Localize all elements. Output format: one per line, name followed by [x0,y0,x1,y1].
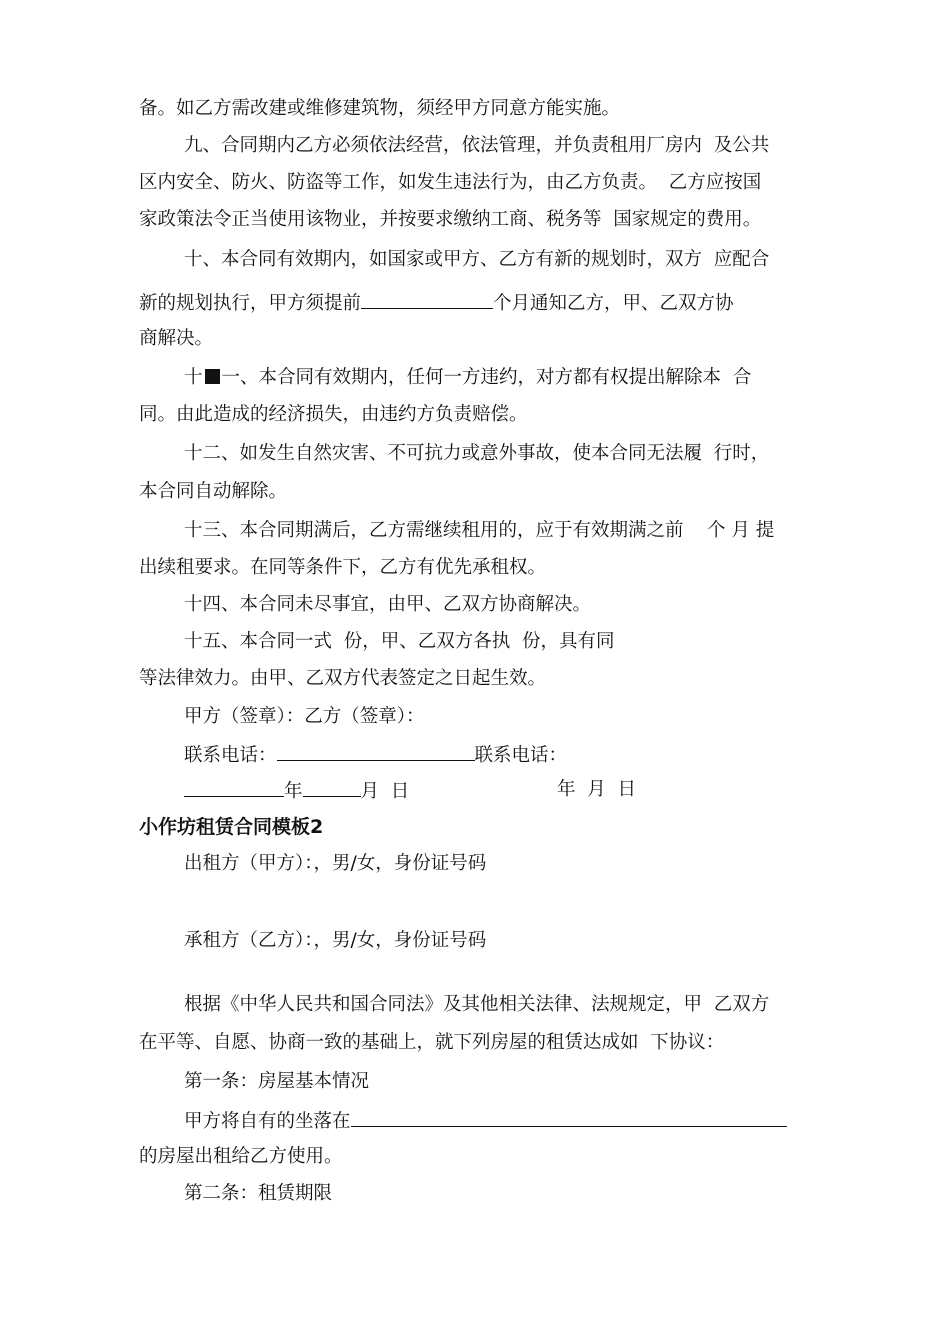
article-1-text: 甲方将自有的坐落在 [184,1111,351,1132]
clause-10-line-3: 商解决。 [139,328,214,349]
black-square-icon [205,369,220,384]
phone-blank [277,742,475,761]
date-line-left [184,778,409,804]
clause-11-line-2: 同。由此造成的经济损失，由违约方负责赔偿。 [139,404,528,425]
lessor-line: 出租方（甲方）：，男/女，身份证号码 [184,853,487,874]
section-title: 小作坊租赁合同模板2 [139,816,324,838]
phone-line [184,742,567,768]
clause-13-line-2: 出续租要求。在同等条件下，乙方有优先承租权。 [139,557,547,578]
phone-label-b: 联系电话： [474,745,568,766]
article-1-heading: 第一条：房屋基本情况 [184,1071,370,1092]
phone-label-a: 联系电话： [184,745,277,766]
clause-11-text: 一、本合同有效期内，任何一方违约，对方都有权提出解除本 合 [221,367,752,388]
clause-14: 十四、本合同未尽事宜，由甲、乙双方协商解决。 [184,594,592,615]
clause-12-line-1: 十二、如发生自然灾害、不可抗力或意外事故，使本合同无法履 行时， [184,443,770,464]
clause-10-line-1: 十、本合同有效期内，如国家或甲方、乙方有新的规划时，双方 应配合 [184,249,770,270]
clause-9-line-1: 九、合同期内乙方必须依法经营，依法管理，并负责租用厂房内 及公共 [184,135,770,156]
article-1-text-line [184,1108,787,1134]
clause-15-line-2: 等法律效力。由甲、乙双方代表签定之日起生效。 [139,668,547,689]
clause-10-text-a: 新的规划执行，甲方须提前 [139,293,362,314]
basis-line-2: 在平等、自愿、协商一致的基础上，就下列房屋的租赁达成如 下协议： [139,1032,725,1053]
clause-12-line-2: 本合同自动解除。 [139,481,288,502]
article-1-text-line-2: 的房屋出租给乙方使用。 [139,1146,343,1167]
signature-line: 甲方（签章）：乙方（签章）： [184,706,425,727]
date-line-right: 年 月 日 [557,779,637,800]
month-blank [303,778,361,797]
clause-10-text-b: 个月通知乙方，甲、乙双方协 [493,293,734,314]
year-label: 年 [284,781,303,802]
months-blank [361,290,493,309]
paragraph-line: 备。如乙方需改建或维修建筑物，须经甲方同意方能实施。 [139,98,621,119]
clause-9-line-2: 区内安全、防火、防盗等工作，如发生违法行为，由乙方负责。 乙方应按国 [139,172,762,193]
clause-11-line-1 [184,366,751,390]
lessee-line: 承租方（乙方）：，男/女，身份证号码 [184,930,487,951]
clause-9-line-3: 家政策法令正当使用该物业，并按要求缴纳工商、税务等 国家规定的费用。 [139,209,762,230]
article-2-heading: 第二条：租赁期限 [184,1183,333,1204]
clause-13-line-1: 十三、本合同期满后，乙方需继续租用的，应于有效期满之前 个 月 提 [184,520,775,541]
year-blank [184,778,284,797]
clause-11-prefix: 十 [184,367,203,388]
clause-10-line-2 [139,290,734,316]
month-day-label: 月 日 [360,781,410,802]
basis-line-1: 根据《中华人民共和国合同法》及其他相关法律、法规规定，甲 乙双方 [184,994,770,1015]
location-blank [351,1108,787,1127]
clause-15-line-1: 十五、本合同一式 份，甲、乙双方各执 份，具有同 [184,631,615,652]
